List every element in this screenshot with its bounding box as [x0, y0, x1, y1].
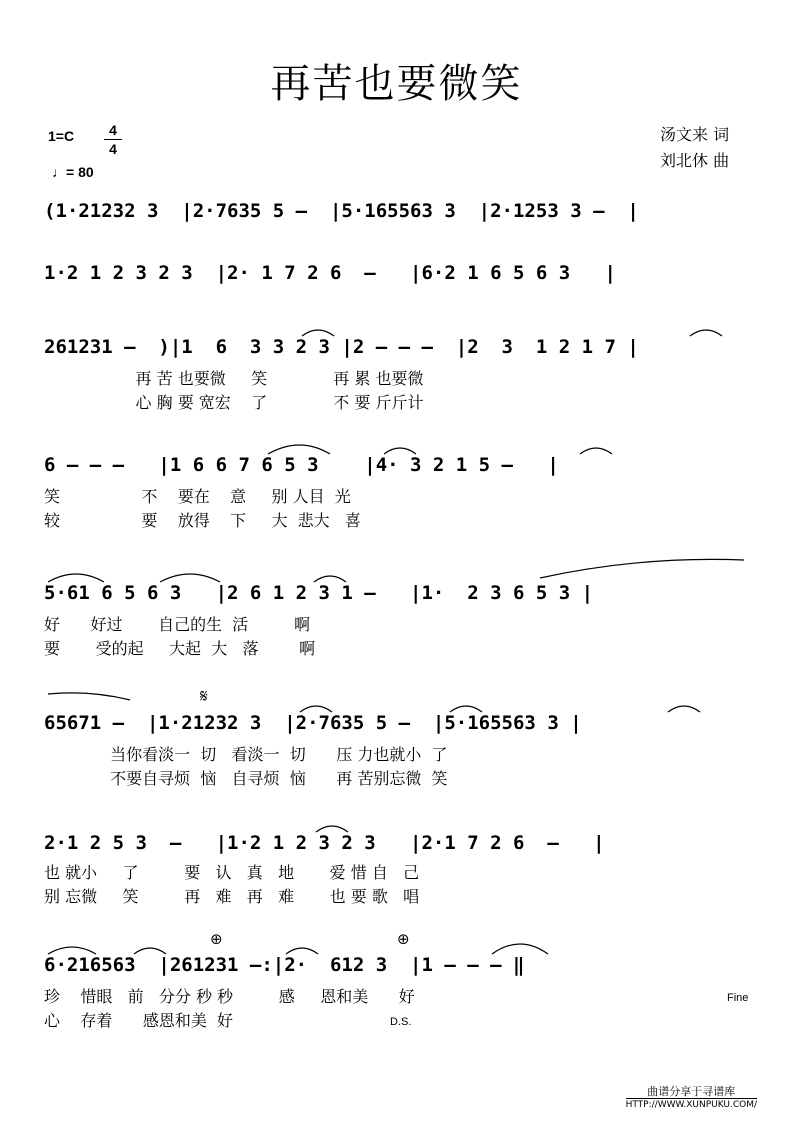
music-line-1: (1·21232 3 |2·7635 5 — |5·165563 3 |2·1253 3 — |	[44, 200, 639, 222]
slur-mark	[134, 948, 166, 954]
song-title: 再苦也要微笑	[270, 61, 523, 107]
music-line-6: 65671 — |1·21232 3 |2·7635 5 — |5·165563 3 |	[44, 712, 582, 734]
slur-mark	[316, 826, 348, 832]
music-line-4: 6 — — — |1 6 6 7 6 5 3 |4· 3 2 1 5 — |	[44, 454, 559, 476]
music-line-8: 6·216563 |261231 —:|2· 612 3 |1 — — — ‖	[44, 954, 525, 976]
music-line-2: 1·2 1 2 3 2 3 |2· 1 7 2 6 — |6·2 1 6 5 6 3 |	[44, 262, 616, 284]
lyrics-line-4-verse-2: 较 要 放得 下 大 悲大 喜	[44, 511, 361, 530]
segno-sign: 𝄋	[200, 686, 208, 707]
music-line-7: 2·1 2 5 3 — |1·2 1 2 3 2 3 |2·1 7 2 6 — |	[44, 832, 605, 854]
slur-mark	[540, 559, 744, 578]
music-line-3: 261231 — )|1 6 3 3 2 3 |2 — — — |2 3 1 2 1 7 |	[44, 336, 639, 358]
slur-mark	[48, 574, 104, 582]
ds-marking: D.S.	[390, 1016, 412, 1028]
lyrics-line-4-verse-1: 笑 不 要在 意 别 人目 光	[44, 487, 351, 506]
key-signature: 1=C	[48, 128, 75, 144]
slur-mark	[690, 330, 722, 336]
lyrics-line-7-verse-1: 也 就小 了 要 认 真 地 爱 惜 自 己	[44, 863, 420, 882]
lyrics-line-5-verse-2: 要 受的起 大起 大 落 啊	[44, 639, 316, 658]
footer-site-name: 曲谱分享于寻谱库	[647, 1085, 736, 1098]
time-signature-bottom: 4	[109, 141, 117, 157]
lyrics-line-3-verse-2: 心 胸 要 宽宏 了 不 要 斤斤计	[44, 393, 424, 412]
slur-mark	[300, 706, 332, 712]
lyrics-line-3-verse-1: 再 苦 也要微 笑 再 累 也要微	[44, 369, 424, 388]
slur-mark	[286, 948, 318, 954]
slur-mark	[492, 944, 548, 954]
slur-mark	[314, 576, 346, 582]
lyrics-line-8-verse-2: 心 存着 感恩和美 好	[44, 1011, 234, 1030]
slur-mark	[302, 330, 334, 336]
slur-mark	[268, 445, 330, 454]
coda-sign-2: ⊕	[397, 930, 410, 948]
slur-mark	[384, 448, 416, 454]
lyrics-line-5-verse-1: 好 好过 自己的生 活 啊	[44, 615, 311, 634]
fine-marking: Fine	[727, 992, 749, 1004]
tempo-marking: ♩= 80	[52, 164, 94, 180]
slur-mark	[450, 706, 482, 712]
composer-credit: 刘北休 曲	[660, 151, 730, 170]
lyrics-line-6-verse-2: 不要自寻烦 恼 自寻烦 恼 再 苦别忘微 笑	[44, 769, 448, 788]
footer-url: HTTP://WWW.XUNPUKU.COM/	[625, 1100, 757, 1110]
slur-mark	[668, 706, 700, 712]
lyrics-line-6-verse-1: 当你看淡一 切 看淡一 切 压 力也就小 了	[44, 745, 448, 764]
time-signature-top: 4	[109, 122, 117, 138]
slur-mark	[48, 947, 96, 954]
music-line-5: 5·61 6 5 6 3 |2 6 1 2 3 1 — |1· 2 3 6 5 3 |	[44, 582, 594, 604]
coda-sign-1: ⊕	[210, 930, 223, 948]
lyricist-credit: 汤文来 词	[660, 125, 730, 144]
slur-mark	[48, 693, 130, 700]
slur-mark	[160, 574, 220, 582]
lyrics-line-7-verse-2: 别 忘微 笑 再 难 再 难 也 要 歌 唱	[44, 887, 420, 906]
lyrics-line-8-verse-1: 珍 惜眼 前 分分 秒 秒 感 恩和美 好	[44, 987, 415, 1006]
slur-mark	[580, 448, 612, 454]
